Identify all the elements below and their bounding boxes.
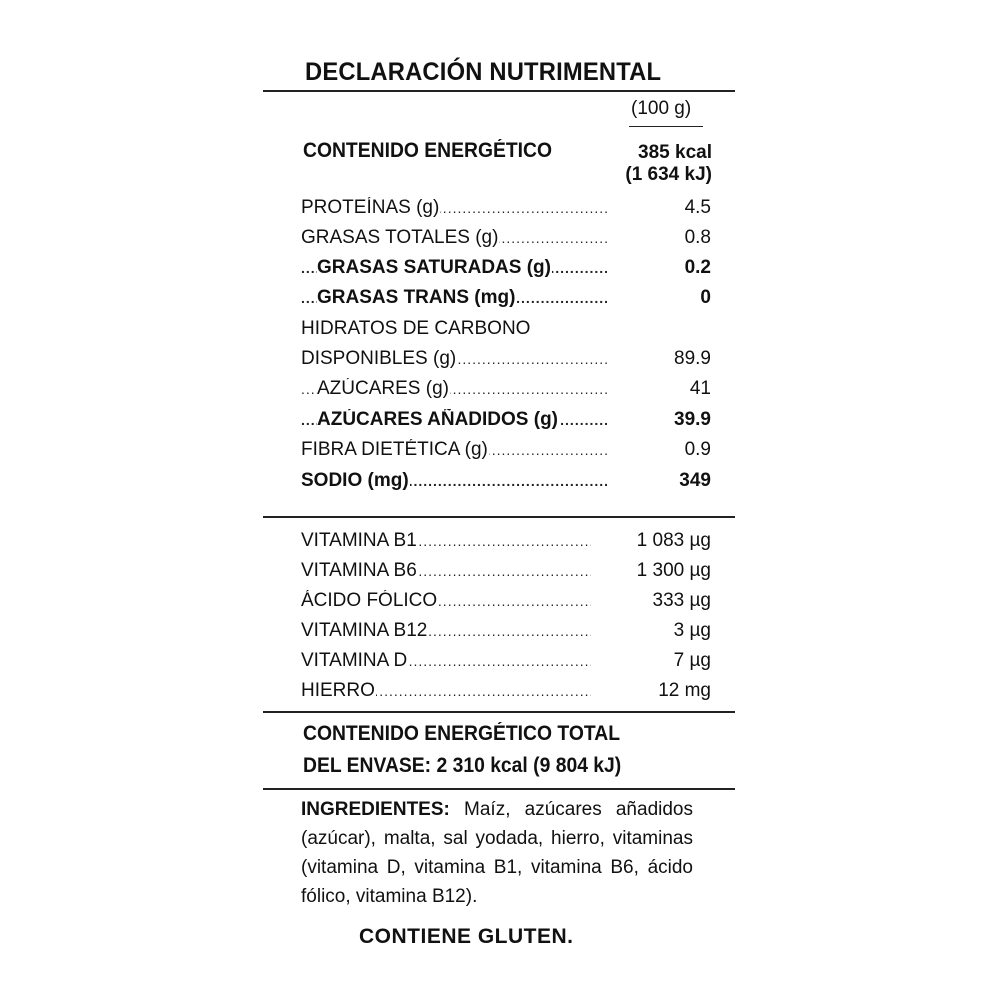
vitamin-row-folic-acid <box>301 590 711 618</box>
nutrient-label: GRASAS TRANS (mg) <box>317 287 516 308</box>
vitamin-row-b1 <box>301 530 711 558</box>
nutrient-value: 41 <box>689 378 711 399</box>
nutrient-label: SODIO (mg) <box>301 470 409 491</box>
nutrient-value: 349 <box>679 470 711 491</box>
title-divider <box>263 90 735 92</box>
vitamin-row-b6 <box>301 560 711 588</box>
ingredients-label: INGREDIENTES: <box>301 799 450 820</box>
nutrient-row-fiber <box>301 439 711 467</box>
ingredients-block <box>301 795 693 911</box>
serving-underline <box>629 126 703 127</box>
nutrient-row-proteins <box>301 197 711 225</box>
nutrient-value: 4.5 <box>684 197 711 218</box>
energy-label: CONTENIDO ENERGÉTICO <box>303 139 553 162</box>
vitamin-value: 7 µg <box>673 650 711 671</box>
total-divider <box>263 788 735 790</box>
nutrient-label: FIBRA DIETÉTICA (g) <box>301 439 488 460</box>
vitamin-value: 12 mg <box>658 680 711 701</box>
nutrient-value: 0 <box>700 287 711 308</box>
nutrient-label: HIDRATOS DE CARBONO <box>301 318 531 339</box>
nutrient-row-sodium <box>301 470 711 498</box>
vitamin-label: VITAMINA D <box>301 650 408 671</box>
vitamin-row-b12 <box>301 620 711 648</box>
vitamin-value: 333 µg <box>652 590 711 611</box>
vitamins-divider <box>263 711 735 713</box>
ingredients-text: Maíz, azúcares añadidos (azúcar), malta, sal yodada, hierro, vitaminas (vitamina D, vitamina B1, vitamina B6, ácido fólico, vitamina B12). <box>301 799 693 907</box>
vitamin-value: 1 300 µg <box>636 560 711 581</box>
nutrient-label: GRASAS TOTALES (g) <box>301 227 499 248</box>
nutrient-value: 0.2 <box>684 257 711 278</box>
vitamin-label: VITAMINA B12 <box>301 620 428 641</box>
nutrient-label: GRASAS SATURADAS (g) <box>317 257 551 278</box>
nutrient-label: DISPONIBLES (g) <box>301 348 457 369</box>
energy-kcal: 385 kcal <box>638 142 712 163</box>
vitamin-row-iron <box>301 680 711 708</box>
vitamin-label: HIERRO <box>301 680 375 701</box>
nutrients-divider <box>263 516 735 518</box>
nutrient-row-sugars <box>301 378 711 406</box>
energy-kj: (1 634 kJ) <box>625 164 712 185</box>
nutrient-row-saturated-fat <box>301 257 711 285</box>
nutrient-value: 0.8 <box>684 227 711 248</box>
vitamin-value: 3 µg <box>673 620 711 641</box>
vitamin-label: VITAMINA B1 <box>301 530 417 551</box>
nutrient-row-carbohydrates <box>301 318 711 346</box>
nutrient-value: 89.9 <box>674 348 711 369</box>
nutrient-row-trans-fat <box>301 287 711 315</box>
vitamin-value: 1 083 µg <box>636 530 711 551</box>
vitamin-label: VITAMINA B6 <box>301 560 417 581</box>
nutrient-label: AZÚCARES AÑADIDOS (g) <box>317 409 559 430</box>
vitamin-row-d <box>301 650 711 678</box>
nutrient-value: 39.9 <box>674 409 711 430</box>
energy-value <box>600 142 712 186</box>
nutrient-row-total-fat <box>301 227 711 255</box>
nutrient-label: PROTEÍNAS (g) <box>301 197 440 218</box>
serving-size: (100 g) <box>631 98 692 119</box>
total-energy-line1: CONTENIDO ENERGÉTICO TOTAL <box>303 722 620 745</box>
nutrient-row-available-carbs <box>301 348 711 376</box>
vitamin-label: ÁCIDO FÓLICO <box>301 590 438 611</box>
label-title: DECLARACIÓN NUTRIMENTAL <box>305 58 662 86</box>
nutrient-label: AZÚCARES (g) <box>317 378 449 399</box>
gluten-warning: CONTIENE GLUTEN. <box>359 925 574 948</box>
total-energy-line2: DEL ENVASE: 2 310 kcal (9 804 kJ) <box>303 754 622 777</box>
nutrient-row-added-sugars <box>301 409 711 437</box>
nutrient-value: 0.9 <box>684 439 711 460</box>
